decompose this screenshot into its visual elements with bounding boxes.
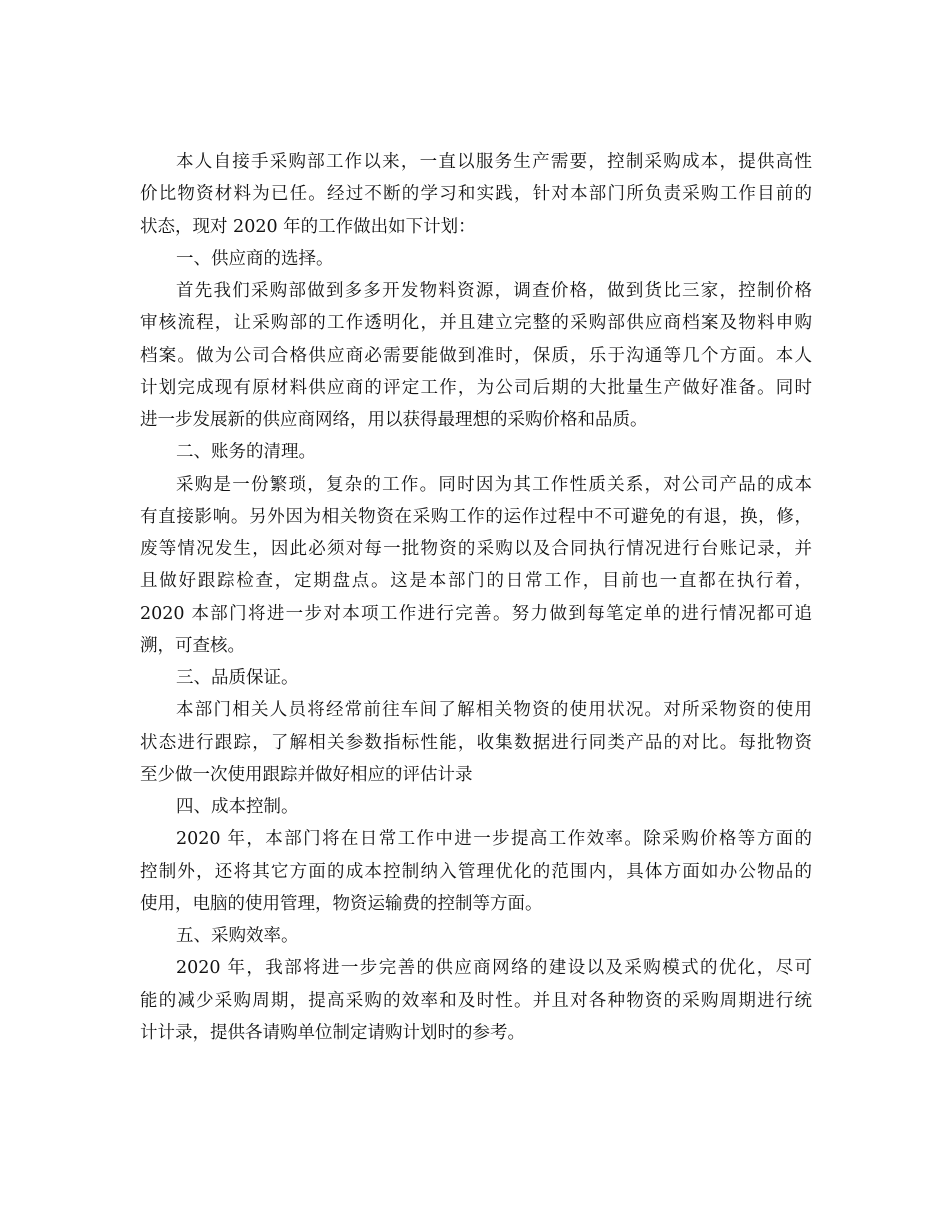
text-line: 四、成本控制。 [176,797,299,817]
text-line: 废等情况发生，因此必须对每一批物资的采购以及合同执行情况进行台账记录，并 [140,539,812,559]
text-line: 且做好跟踪检查，定期盘点。这是本部门的日常工作，目前也一直都在执行着， [140,571,812,592]
text-line: 使用，电脑的使用管理，物资运输费的控制等方面。 [140,893,543,914]
text-line: 溯，可查核。 [140,635,245,656]
text-line: 至少做一次使用跟踪并做好相应的评估计录 [140,764,473,785]
document-body [140,146,812,1049]
text-line: 状态，现对 2020 年的工作做出如下计划： [140,216,476,237]
text-line: 一、供应商的选择。 [176,248,334,269]
text-line: 价比物资材料为已任。经过不断的学习和实践，针对本部门所负责采购工作目前的 [140,184,812,205]
text-line: 三、品质保证。 [176,668,299,688]
text-line: 采购是一份繁琐，复杂的工作。同时因为其工作性质关系，对公司产品的成本 [176,474,812,495]
text-line: 计计录，提供各请购单位制定请购计划时的参考。 [140,1022,525,1043]
text-line: 审核流程，让采购部的工作透明化，并且建立完整的采购部供应商档案及物料申购 [140,313,812,334]
text-line: 五、采购效率。 [176,926,299,946]
text-line: 2020 年，本部门将在日常工作中进一步提高工作效率。除采购价格等方面的 [176,829,812,850]
text-line: 计划完成现有原材料供应商的评定工作，为公司后期的大批量生产做好准备。同时 [140,377,812,398]
text-line: 有直接影响。另外因为相关物资在采购工作的运作过程中不可避免的有退，换，修， [140,506,812,527]
text-line: 二、账务的清理。 [176,442,316,463]
text-line: 进一步发展新的供应商网络，用以获得最理想的采购价格和品质。 [140,410,648,430]
text-line: 能的减少采购周期，提高采购的效率和及时性。并且对各种物资的采购周期进行统 [140,990,812,1011]
text-line: 档案。做为公司合格供应商必需要能做到准时，保质，乐于沟通等几个方面。本人 [140,345,812,366]
text-line: 2020 本部门将进一步对本项工作进行完善。努力做到每笔定单的进行情况都可追 [140,603,812,624]
text-line: 本部门相关人员将经常前往车间了解相关物资的使用状况。对所采物资的使用 [176,700,812,721]
text-line: 状态进行跟踪，了解相关参数指标性能，收集数据进行同类产品的对比。每批物资 [140,732,812,753]
text-line: 2020 年，我部将进一步完善的供应商网络的建设以及采购模式的优化，尽可 [176,958,812,979]
text-line: 首先我们采购部做到多多开发物料资源，调查价格，做到货比三家，控制价格 [176,281,812,301]
text-line: 控制外，还将其它方面的成本控制纳入管理优化的范围内，具体方面如办公物品的 [140,861,812,882]
text-line: 本人自接手采购部工作以来，一直以服务生产需要，控制采购成本，提供高性 [176,152,812,172]
